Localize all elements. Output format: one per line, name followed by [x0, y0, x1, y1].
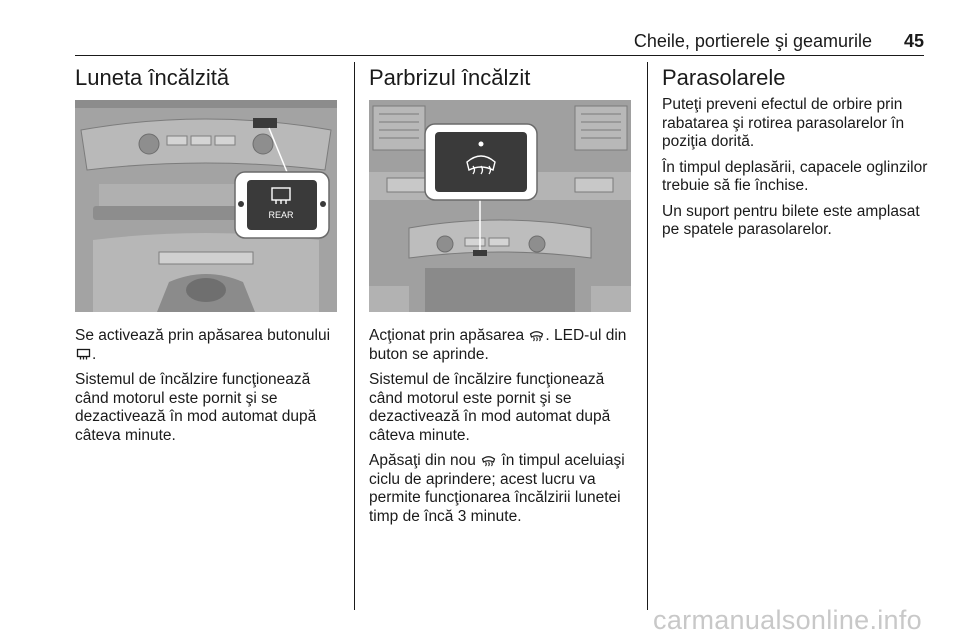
- windscreen-defrost-icon: [481, 454, 496, 467]
- page-number: 45: [903, 31, 924, 51]
- paragraph-visors-mirror: În timpul deplasării, capacele oglinzilor trebuie să fie închise.: [662, 158, 928, 194]
- section-title-windscreen: Parbrizul încălzit: [369, 65, 531, 90]
- rear-window-defrost-icon: [76, 348, 91, 361]
- running-header-title: Cheile, portierele şi geamurile: [633, 31, 872, 51]
- paragraph-visors-glare: Puteţi preveni efectul de orbire prin rabatarea şi rotirea parasolarelor în poziţia dorită.: [662, 96, 905, 150]
- callout-rear-label: REAR: [268, 210, 294, 220]
- text-block-windscreen: [369, 327, 641, 533]
- column-divider-2: [647, 62, 648, 610]
- paragraph-visors-ticket: Un suport pentru bilete este amplasat pe spatele parasolarelor.: [662, 202, 920, 238]
- paragraph-windscreen-system: Sistemul de încălzire funcţionează când motorul este pornit şi se dezactivează în mod automat după câteva minute.: [369, 371, 611, 444]
- paragraph-windscreen-activate: Acţionat prin apăsarea . LED-ul din buton se aprinde.: [369, 327, 627, 363]
- paragraph-rear-system: Sistemul de încălzire funcţionează când motorul este pornit şi se dezactivează în mod automat după câteva minute.: [75, 371, 317, 444]
- figure-rear-window-defrost: [75, 100, 337, 312]
- paragraph-rear-activate: Se activează prin apăsarea butonului .: [75, 327, 331, 363]
- section-title-rear-window: Luneta încălzită: [75, 65, 230, 90]
- watermark: carmanualsonline.info: [653, 605, 922, 635]
- console-illustration-front: [369, 100, 631, 312]
- console-illustration-rear: [75, 100, 337, 312]
- text-block-rear-window: [75, 327, 337, 452]
- paragraph-windscreen-extend: Apăsaţi din nou în timpul aceluiaşi ciclu de aprindere; acest lucru va permite funcţionarea încălzirii lunetei timp de încă 3 minute.: [369, 452, 625, 525]
- section-title-sun-visors: Parasolarele: [662, 65, 786, 90]
- figure-windscreen-defrost: [369, 100, 631, 312]
- column-divider-1: [354, 62, 355, 610]
- windscreen-defrost-icon: [529, 329, 544, 342]
- header-rule: [75, 55, 924, 56]
- text-block-sun-visors: [662, 96, 928, 247]
